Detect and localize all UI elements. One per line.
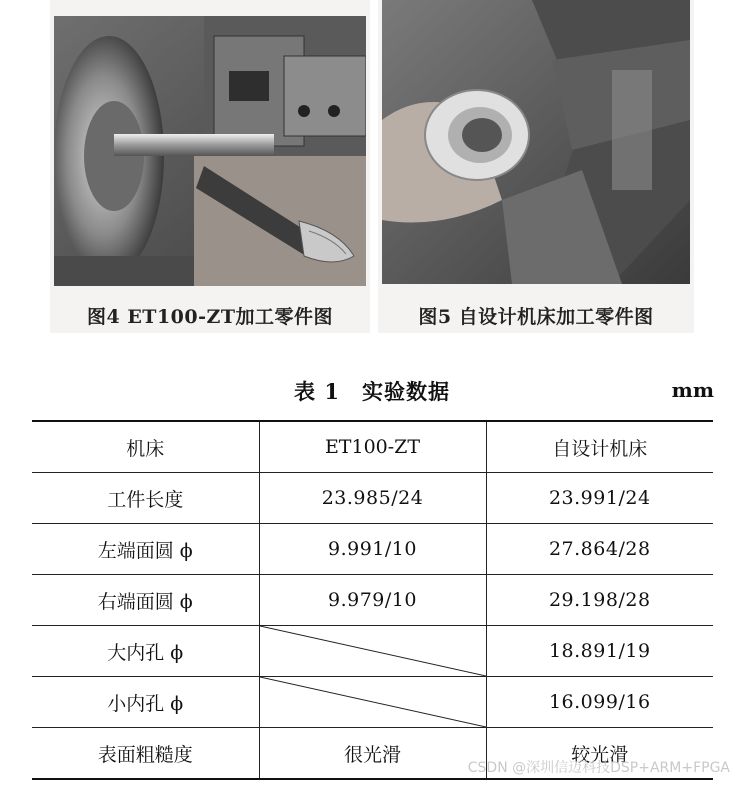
table-header-row [32,421,713,473]
table-cell: 23.991/24 [486,473,713,524]
row-label: 左端面圆 ϕ [32,524,259,575]
table-cell: 27.864/28 [486,524,713,575]
table-row [32,626,713,677]
figure-4 [50,0,370,333]
table-row [32,677,713,728]
table-number: 表 1 [294,379,340,404]
row-label: 小内孔 ϕ [32,677,259,728]
empty-diagonal-cell [259,677,486,728]
row-label: 工件长度 [32,473,259,524]
table-cell: 9.991/10 [259,524,486,575]
empty-diagonal-cell [259,626,486,677]
table-cell: 23.985/24 [259,473,486,524]
table-cell: 很光滑 [259,728,486,780]
row-label: 大内孔 ϕ [32,626,259,677]
table-cell: 16.099/16 [486,677,713,728]
table-cell: 9.979/10 [259,575,486,626]
table-row [32,575,713,626]
table-unit: mm [671,378,714,402]
data-table [32,420,713,780]
table-cell: 18.891/19 [486,626,713,677]
table-title-text: 实验数据 [361,379,450,404]
figure-5-photo [382,0,690,284]
table-cell: 较光滑 [486,728,713,780]
watermark: CSDN @深圳信迈科技DSP+ARM+FPGA [467,760,730,776]
row-label: 右端面圆 ϕ [32,575,259,626]
figure-5 [378,0,694,333]
table-row [32,473,713,524]
header-cell: ET100-ZT [259,421,486,473]
figure-4-photo [54,16,366,286]
row-label: 表面粗糙度 [32,728,259,780]
header-cell: 自设计机床 [486,421,713,473]
figure-5-caption: 图5 自设计机床加工零件图 [418,306,654,328]
table-cell: 29.198/28 [486,575,713,626]
table-title [0,376,744,406]
figure-4-caption: 图4 ET100-ZT加工零件图 [86,306,333,328]
table-row [32,524,713,575]
header-cell: 机床 [32,421,259,473]
